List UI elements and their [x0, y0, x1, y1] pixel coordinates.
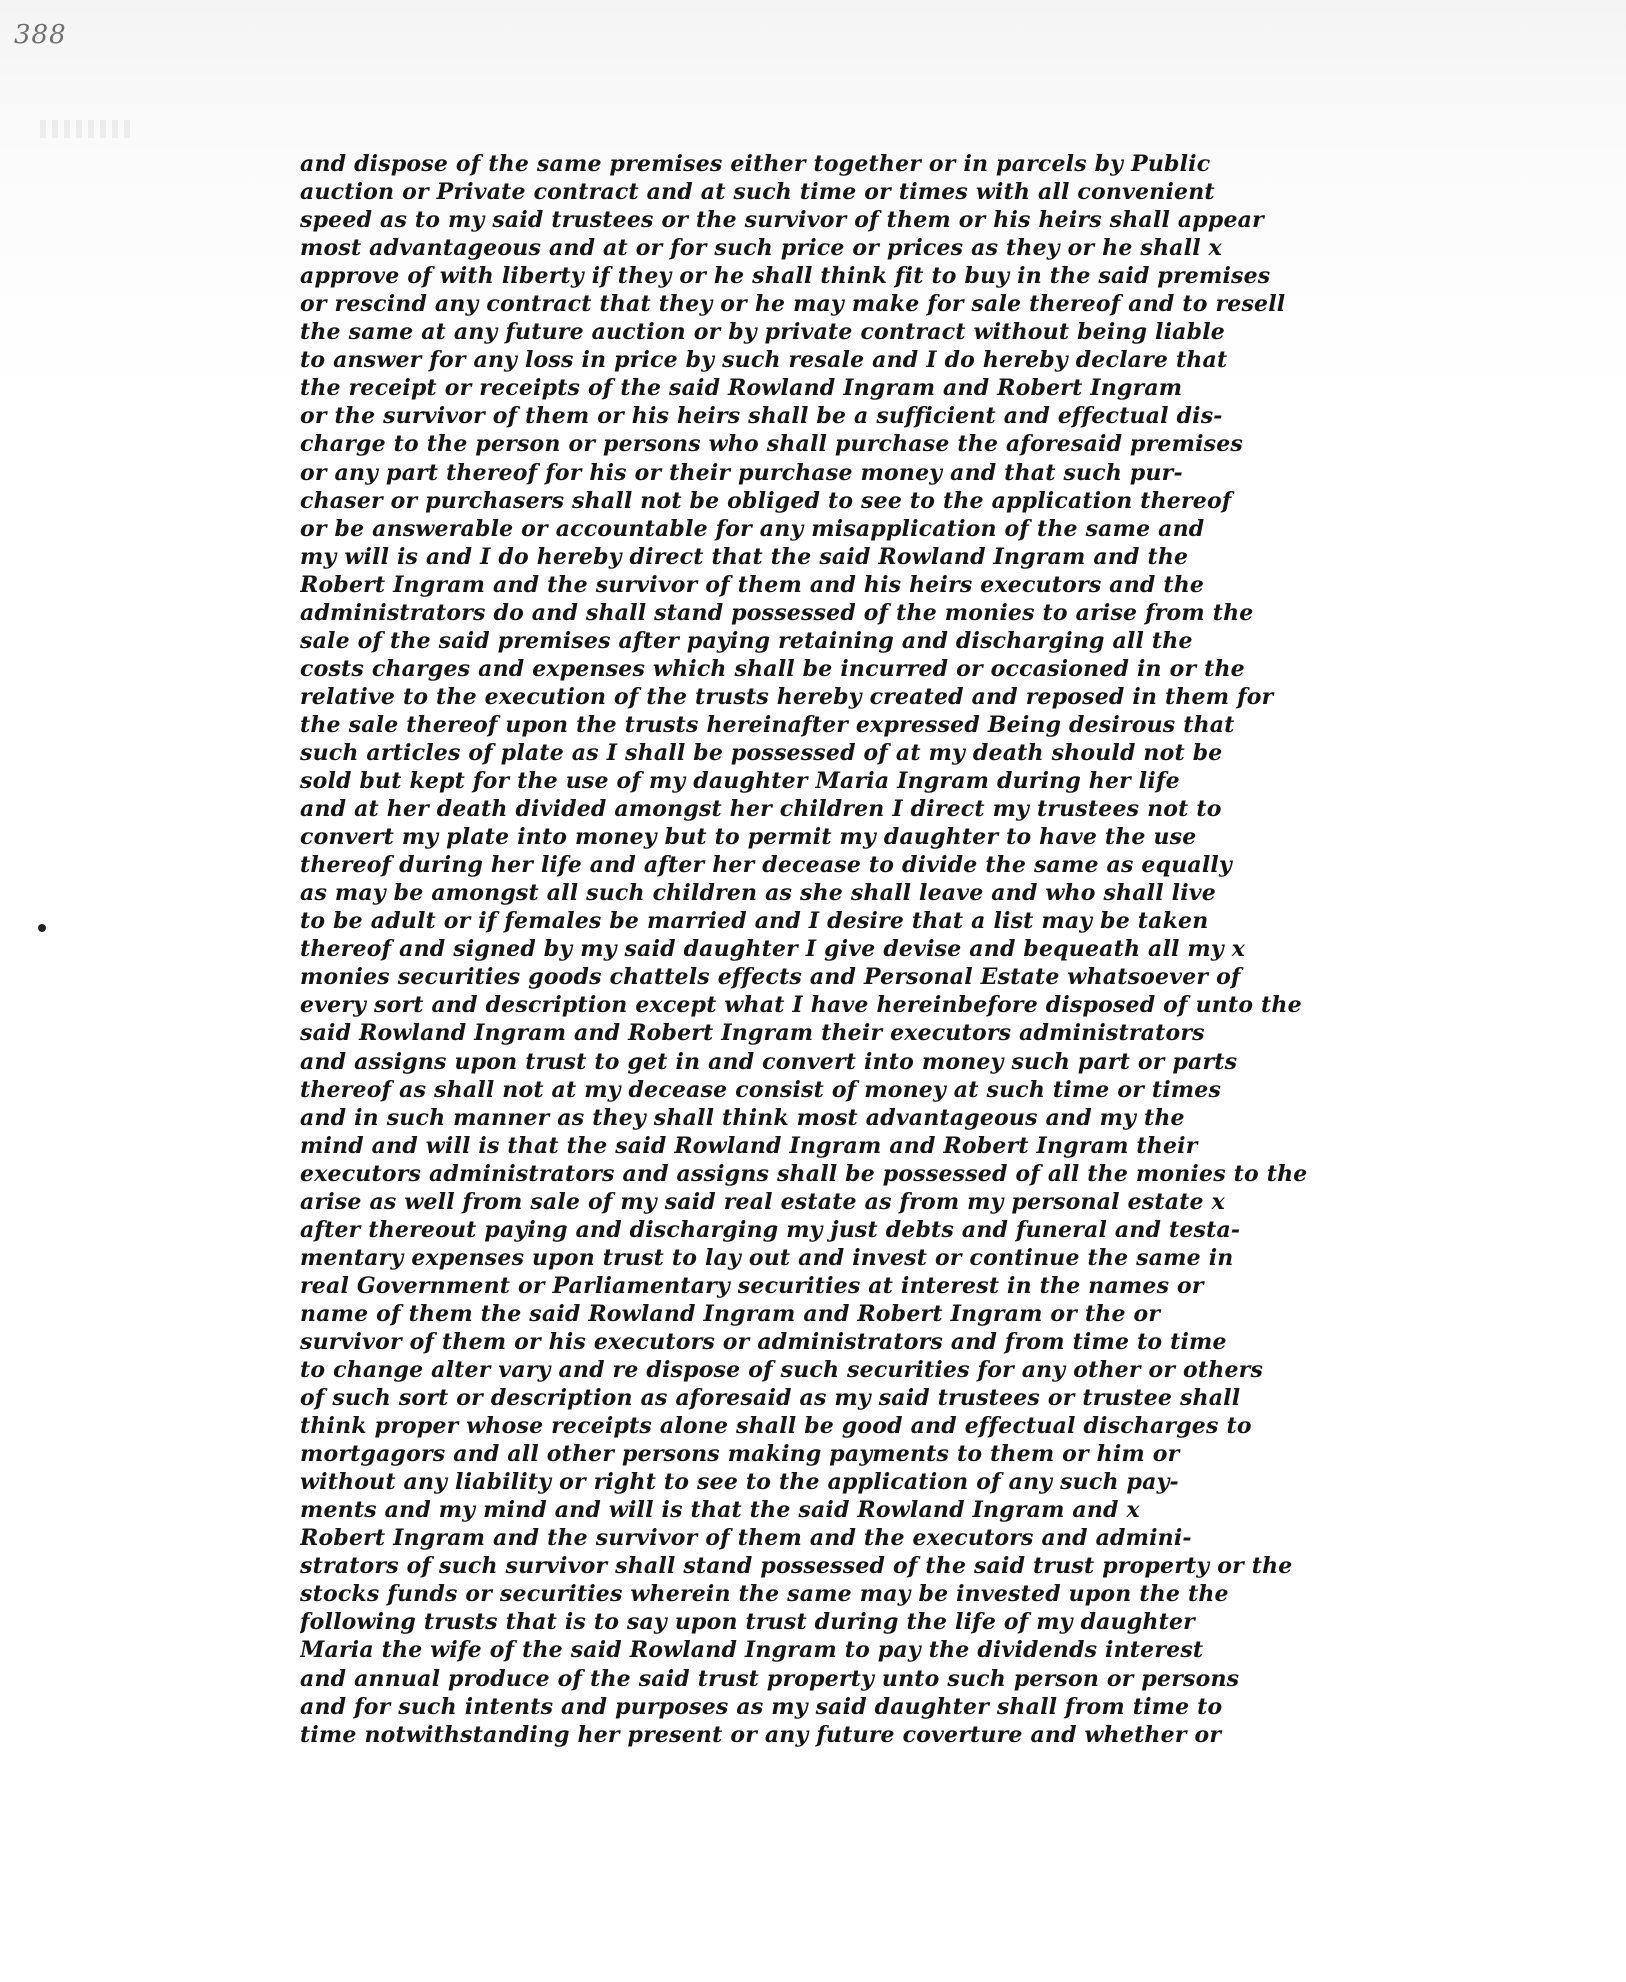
text-line: or be answerable or accountable for any misapplication of the same and — [300, 515, 1205, 542]
text-line: the sale thereof upon the trusts hereinafter expressed Being desirous that — [300, 711, 1235, 738]
text-line: strators of such survivor shall stand possessed of the said trust property or the — [300, 1553, 1293, 1580]
text-line: or any part thereof for his or their purchase money and that such pur- — [300, 459, 1183, 486]
text-line: mentary expenses upon trust to lay out and invest or continue the same in — [300, 1244, 1234, 1271]
text-line: to change alter vary and re dispose of such securities for any other or others — [300, 1357, 1264, 1384]
text-line: most advantageous and at or for such price or prices as they or he shall x — [300, 235, 1222, 262]
text-line: executors administrators and assigns shall be possessed of all the monies to the — [300, 1160, 1308, 1187]
text-line: and at her death divided amongst her children I direct my trustees not to — [300, 796, 1222, 823]
text-line: sold but kept for the use of my daughter Maria Ingram during her life — [300, 768, 1180, 795]
text-line: said Rowland Ingram and Robert Ingram their executors administrators — [300, 1020, 1205, 1047]
text-line: monies securities goods chattels effects and Personal Estate whatsoever of — [300, 964, 1241, 991]
text-line: of such sort or description as aforesaid as my said trustees or trustee shall — [300, 1385, 1241, 1412]
text-line: real Government or Parliamentary securities at interest in the names or — [300, 1272, 1204, 1299]
text-line: auction or Private contract and at such time or times with all convenient — [300, 179, 1215, 206]
text-line: the same at any future auction or by private contract without being liable — [300, 319, 1225, 346]
text-line: costs charges and expenses which shall be incurred or occasioned in or the — [300, 655, 1245, 682]
text-line: and for such intents and purposes as my said daughter shall from time to — [300, 1693, 1223, 1720]
text-line: stocks funds or securities wherein the same may be invested upon the the — [300, 1581, 1229, 1608]
text-line: as may be amongst all such children as she shall leave and who shall live — [300, 880, 1216, 907]
text-line: or rescind any contract that they or he may make for sale thereof and to resell — [300, 291, 1286, 318]
page-number: 388 — [14, 20, 67, 50]
text-line: mortgagors and all other persons making payments to them or him or — [300, 1441, 1180, 1468]
text-line: Robert Ingram and the survivor of them and the executors and admini- — [300, 1525, 1192, 1552]
text-line: and in such manner as they shall think most advantageous and my the — [300, 1104, 1185, 1131]
text-line: or the survivor of them or his heirs shall be a sufficient and effectual dis- — [300, 403, 1223, 430]
text-line: thereof during her life and after her decease to divide the same as equally — [300, 852, 1232, 879]
text-line: name of them the said Rowland Ingram and Robert Ingram or the or — [300, 1300, 1161, 1327]
text-line: such articles of plate as I shall be possessed of at my death should not be — [300, 739, 1223, 766]
text-line: charge to the person or persons who shall purchase the aforesaid premises — [300, 431, 1244, 458]
text-line: every sort and description except what I have hereinbefore disposed of unto the — [300, 992, 1302, 1019]
text-line: to answer for any loss in price by such resale and I do hereby declare that — [300, 347, 1228, 374]
text-line: without any liability or right to see to the application of any such pay- — [300, 1469, 1179, 1496]
text-line: survivor of them or his executors or administrators and from time to time — [300, 1328, 1227, 1355]
faded-margin-mark — [40, 120, 130, 138]
text-line: thereof as shall not at my decease consist of money at such time or times — [300, 1076, 1222, 1103]
text-line: thereof and signed by my said daughter I give devise and bequeath all my x — [300, 936, 1246, 963]
text-line: speed as to my said trustees or the survivor of them or his heirs shall appear — [300, 207, 1264, 234]
text-line: mind and will is that the said Rowland Ingram and Robert Ingram their — [300, 1132, 1198, 1159]
text-line: Maria the wife of the said Rowland Ingram to pay the dividends interest — [300, 1637, 1204, 1664]
ink-dot — [38, 924, 46, 932]
text-line: convert my plate into money but to permit my daughter to have the use — [300, 824, 1197, 851]
text-line: relative to the execution of the trusts hereby created and reposed in them for — [300, 683, 1274, 710]
text-line: and assigns upon trust to get in and convert into money such part or parts — [300, 1048, 1238, 1075]
text-line: following trusts that is to say upon trust during the life of my daughter — [300, 1609, 1195, 1636]
text-line: chaser or purchasers shall not be obliged to see to the application thereof — [300, 487, 1232, 514]
handwritten-text-body — [300, 150, 1600, 1749]
text-line: my will is and I do hereby direct that the said Rowland Ingram and the — [300, 543, 1189, 570]
text-line: ments and my mind and will is that the said Rowland Ingram and x — [300, 1497, 1140, 1524]
text-line: administrators do and shall stand possessed of the monies to arise from the — [300, 599, 1254, 626]
text-line: after thereout paying and discharging my just debts and funeral and testa- — [300, 1216, 1241, 1243]
text-line: and annual produce of the said trust property unto such person or persons — [300, 1665, 1240, 1692]
text-line: sale of the said premises after paying retaining and discharging all the — [300, 627, 1193, 654]
text-line: arise as well from sale of my said real estate as from my personal estate x — [300, 1188, 1225, 1215]
text-line: time notwithstanding her present or any future coverture and whether or — [300, 1721, 1222, 1748]
text-line: approve of with liberty if they or he shall think fit to buy in the said premises — [300, 263, 1271, 290]
text-line: to be adult or if females be married and I desire that a list may be taken — [300, 908, 1209, 935]
text-line: the receipt or receipts of the said Rowland Ingram and Robert Ingram — [300, 375, 1183, 402]
text-line: and dispose of the same premises either together or in parcels by Public — [300, 151, 1211, 177]
text-line: think proper whose receipts alone shall be good and effectual discharges to — [300, 1413, 1252, 1440]
text-line: Robert Ingram and the survivor of them and his heirs executors and the — [300, 571, 1205, 598]
